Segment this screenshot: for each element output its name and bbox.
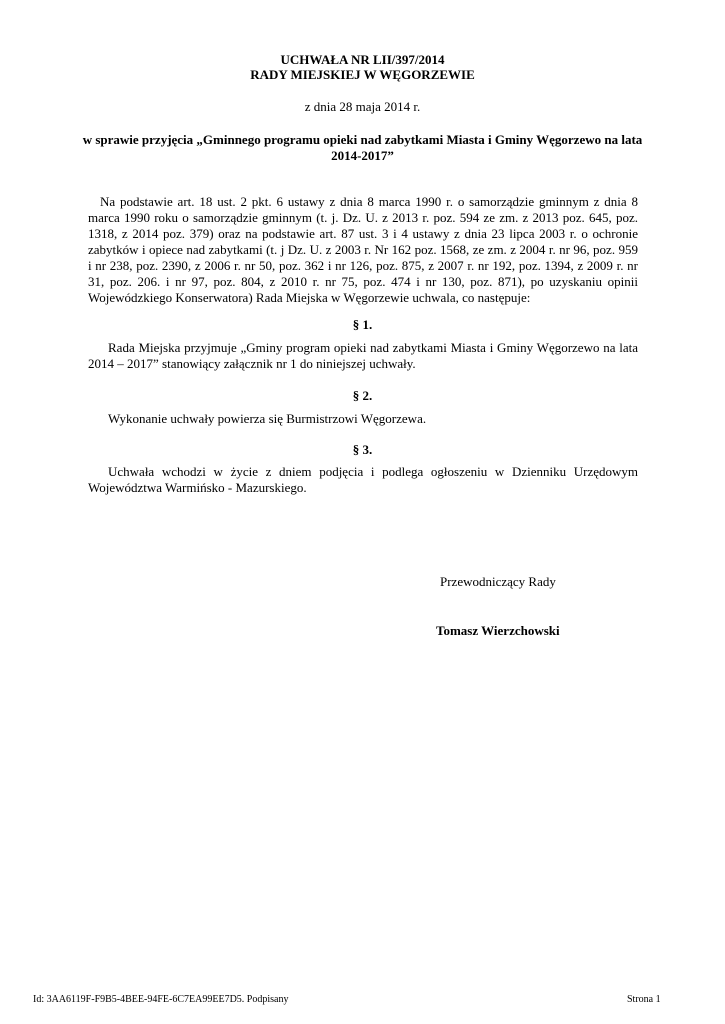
document-id: Id: 3AA6119F-F9B5-4BEE-94FE-6C7EA99EE7D5. Podpisany <box>33 994 289 1005</box>
signatory-name: Tomasz Wierzchowski <box>436 623 560 638</box>
council-name: RADY MIEJSKIEJ W WĘGORZEWIE <box>250 67 475 82</box>
resolution-number: UCHWAŁA NR LII/397/2014 <box>280 52 445 67</box>
section-2-text: Wykonanie uchwały powierza się Burmistrzowi Węgorzewa. <box>108 411 427 426</box>
section-1-text: Rada Miejska przyjmuje „Gminy program opieki nad zabytkami Miasta i Gminy Węgorzewo na lata 2014 – 2017” stanowiący załącznik nr 1 do niniejszej uchwały. <box>88 340 638 371</box>
section-3-heading: § 3. <box>352 442 373 457</box>
preamble-paragraph: Na podstawie art. 18 ust. 2 pkt. 6 ustawy z dnia 8 marca 1990 r. o samorządzie gminnym z dnia 8 marca 1990 roku o samorządzie gminnym (t. j. Dz. U. z 2013 r. poz. 594 ze zm. z 2013 poz. 645, poz. 1318, z 2014 poz. 379) oraz na podstawie art. 87 ust. 3 i 4 ustawy z dnia 23 lipca 2003 r. o ochronie zabytków i opiece nad zabytkami (t. j Dz. U. z 2003 r. Nr 162 poz. 1568, ze zm. z 2004 r. nr 96, poz. 959 i nr 238, poz. 2390, z 2006 r. nr 50, poz. 362 i nr 126, poz. 875, z 2007 r. nr 192, poz. 1394, z 2009 r. nr 31, poz. 206. i nr 97, poz. 804, z 2010 r. nr 75, poz. 474 i nr 130, poz. 871), po uzyskaniu opinii Wojewódzkiego Konserwatora) Rada Miejska w Węgorzewie uchwala, co następuje: <box>88 194 638 305</box>
section-2-heading: § 2. <box>352 388 373 403</box>
resolution-subject: w sprawie przyjęcia „Gminnego programu opieki nad zabytkami Miasta i Gminy Węgorzewo na lata 2014-2017” <box>82 132 643 163</box>
resolution-date: z dnia 28 maja 2014 r. <box>304 99 421 114</box>
section-1-heading: § 1. <box>352 317 373 332</box>
signatory-title: Przewodniczący Rady <box>440 574 556 589</box>
section-3-text: Uchwała wchodzi w życie z dniem podjęcia i podlega ogłoszeniu w Dzienniku Urzędowym Województwa Warmińsko - Mazurskiego. <box>88 464 638 495</box>
resolution-header <box>0 52 725 82</box>
page-number: Strona 1 <box>627 994 661 1005</box>
